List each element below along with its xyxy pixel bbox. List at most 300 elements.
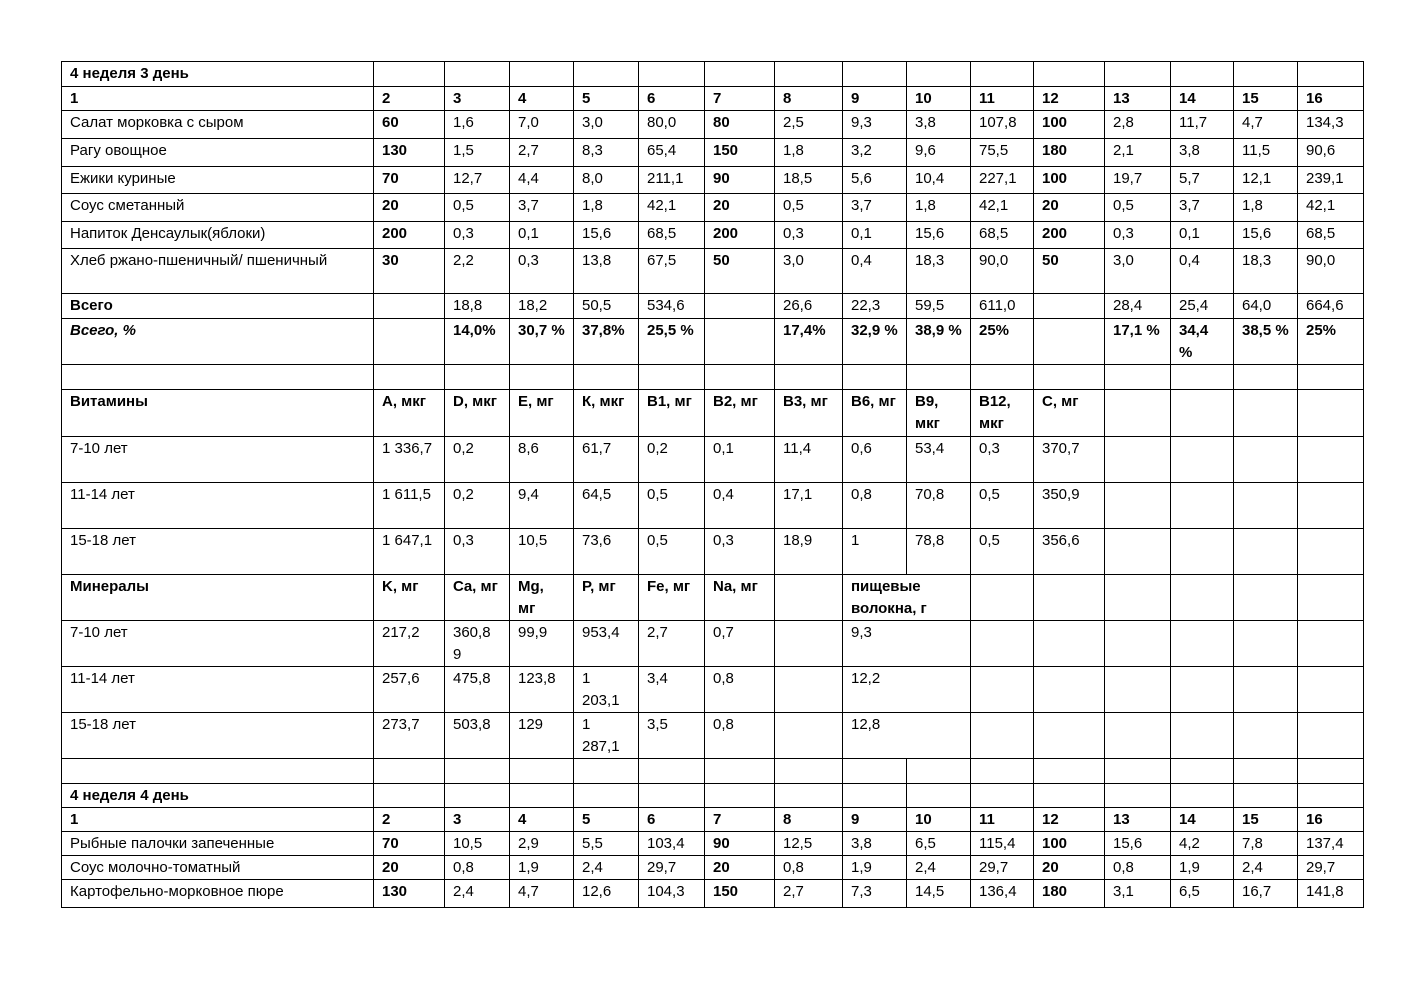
table-cell: 14,0%: [445, 319, 510, 365]
table-cell: Na, мг: [705, 575, 775, 621]
empty-cell: [1234, 621, 1298, 667]
empty-cell: [775, 667, 843, 713]
table-cell: 25%: [971, 319, 1034, 365]
table-cell: [1171, 390, 1234, 437]
table-cell: 0,8: [843, 483, 907, 529]
table-cell: 60: [374, 111, 445, 139]
table-cell: 17,1: [775, 483, 843, 529]
empty-cell: [1234, 713, 1298, 759]
row-label: Ежики куриные: [62, 167, 374, 194]
table-cell: [1298, 437, 1364, 483]
table-cell: 6: [639, 808, 705, 832]
table-cell: 11,7: [1171, 111, 1234, 139]
empty-cell: [1034, 667, 1105, 713]
section-title-row: [62, 784, 1364, 808]
table-cell: В6, мг: [843, 390, 907, 437]
table-cell: 9: [843, 808, 907, 832]
mineral-row: [62, 667, 1364, 713]
vitamins-header-row: [62, 390, 1364, 437]
table-cell: 9: [843, 87, 907, 111]
table-cell: 4: [510, 87, 574, 111]
table-cell: 13,8: [574, 249, 639, 294]
table-cell: 130: [374, 139, 445, 167]
table-cell: 2,9: [510, 832, 574, 856]
empty-cell: [775, 365, 843, 390]
table-cell: 70: [374, 832, 445, 856]
table-cell: 5: [574, 87, 639, 111]
table-cell: 2,8: [1105, 111, 1171, 139]
table-cell: В3, мг: [775, 390, 843, 437]
row-label: 7-10 лет: [62, 621, 374, 667]
vitamin-row: [62, 529, 1364, 575]
table-cell: 2,4: [907, 856, 971, 880]
row-label: Рагу овощное: [62, 139, 374, 167]
table-cell: 360,8 9: [445, 621, 510, 667]
table-cell: 1,8: [907, 194, 971, 222]
empty-cell: [843, 365, 907, 390]
table-cell: [1234, 390, 1298, 437]
empty-cell: [374, 784, 445, 808]
row-label: 7-10 лет: [62, 437, 374, 483]
table-cell: 0,5: [639, 529, 705, 575]
table-cell: 1 647,1: [374, 529, 445, 575]
table-cell: 4,2: [1171, 832, 1234, 856]
table-cell: 13: [1105, 808, 1171, 832]
table-cell: 16,7: [1234, 880, 1298, 908]
table-cell: 50,5: [574, 294, 639, 319]
table-cell: 29,7: [639, 856, 705, 880]
dish-row: [62, 249, 1364, 294]
table-cell: 3,8: [907, 111, 971, 139]
table-cell: [1105, 529, 1171, 575]
table-cell: 12,7: [445, 167, 510, 194]
dish-row: [62, 111, 1364, 139]
empty-cell: [1171, 365, 1234, 390]
table-cell: 4: [510, 808, 574, 832]
empty-cell: [775, 784, 843, 808]
table-cell: 0,5: [971, 483, 1034, 529]
table-cell: 7,3: [843, 880, 907, 908]
table-cell: 3,0: [1105, 249, 1171, 294]
empty-cell: [705, 784, 775, 808]
table-cell: 5,6: [843, 167, 907, 194]
table-cell: 0,7: [705, 621, 775, 667]
empty-cell: [574, 784, 639, 808]
table-cell: 9,4: [510, 483, 574, 529]
table-cell: [705, 294, 775, 319]
table-cell: 0,5: [1105, 194, 1171, 222]
empty-cell: [574, 62, 639, 87]
empty-cell: [1234, 62, 1298, 87]
table-cell: 18,8: [445, 294, 510, 319]
empty-cell: [1105, 62, 1171, 87]
table-cell: 20: [705, 856, 775, 880]
table-cell: 11: [971, 808, 1034, 832]
empty-cell: [574, 365, 639, 390]
empty-cell: [843, 759, 907, 784]
table-cell: 15: [1234, 808, 1298, 832]
table-cell: 50: [1034, 249, 1105, 294]
table-cell: 1 336,7: [374, 437, 445, 483]
section-title: 4 неделя 3 день: [62, 62, 374, 87]
row-label: 11-14 лет: [62, 667, 374, 713]
empty-cell: [1171, 621, 1234, 667]
table-cell: Fe, мг: [639, 575, 705, 621]
table-cell: 15,6: [574, 222, 639, 249]
table-cell: 12: [1034, 87, 1105, 111]
table-cell: 1,8: [775, 139, 843, 167]
table-cell: 2,4: [445, 880, 510, 908]
table-cell: 0,8: [445, 856, 510, 880]
table-cell: 18,5: [775, 167, 843, 194]
empty-cell: [971, 575, 1034, 621]
empty-cell: [907, 62, 971, 87]
table-cell: 0,2: [639, 437, 705, 483]
table-cell: 1 287,1: [574, 713, 639, 759]
table-cell: 25,5 %: [639, 319, 705, 365]
empty-cell: [1234, 759, 1298, 784]
table-cell: 3,7: [843, 194, 907, 222]
row-label: Витамины: [62, 390, 374, 437]
empty-cell: [1298, 759, 1364, 784]
table-cell: [374, 294, 445, 319]
row-label: 15-18 лет: [62, 529, 374, 575]
table-cell: 8,0: [574, 167, 639, 194]
table-cell: 1,6: [445, 111, 510, 139]
table-cell: 0,8: [775, 856, 843, 880]
empty-cell: [1105, 759, 1171, 784]
table-cell: 100: [1034, 111, 1105, 139]
dish-row: [62, 167, 1364, 194]
empty-cell: [574, 759, 639, 784]
table-cell: 0,5: [971, 529, 1034, 575]
table-cell: 356,6: [1034, 529, 1105, 575]
empty-cell: [62, 759, 374, 784]
table-cell: 150: [705, 139, 775, 167]
table-cell: 42,1: [1298, 194, 1364, 222]
table-cell: 273,7: [374, 713, 445, 759]
table-cell: 14: [1171, 87, 1234, 111]
empty-cell: [445, 365, 510, 390]
table-cell: 6,5: [907, 832, 971, 856]
table-cell: 0,4: [705, 483, 775, 529]
table-cell: 18,9: [775, 529, 843, 575]
empty-cell: [1034, 365, 1105, 390]
table-cell: 30,7 %: [510, 319, 574, 365]
table-cell: 12,6: [574, 880, 639, 908]
empty-cell: [1034, 784, 1105, 808]
table-cell: 1,9: [843, 856, 907, 880]
table-cell: 90,0: [1298, 249, 1364, 294]
table-cell: 2,2: [445, 249, 510, 294]
dish-row: [62, 856, 1364, 880]
table-cell: 1,8: [574, 194, 639, 222]
table-cell: 11: [971, 87, 1034, 111]
empty-cell: [445, 62, 510, 87]
table-cell: 10,5: [510, 529, 574, 575]
table-cell: 0,5: [639, 483, 705, 529]
empty-cell: [1298, 784, 1364, 808]
table-body: [62, 62, 1364, 908]
table-cell: 350,9: [1034, 483, 1105, 529]
empty-cell: [775, 759, 843, 784]
table-cell: 3,5: [639, 713, 705, 759]
table-cell: D, мкг: [445, 390, 510, 437]
table-cell: 0,1: [705, 437, 775, 483]
dish-row: [62, 880, 1364, 908]
table-cell: 0,1: [843, 222, 907, 249]
table-cell: 150: [705, 880, 775, 908]
table-cell: 137,4: [1298, 832, 1364, 856]
table-cell: 0,5: [445, 194, 510, 222]
empty-cell: [971, 62, 1034, 87]
empty-cell: [1105, 667, 1171, 713]
table-cell: [705, 319, 775, 365]
table-cell: 14,5: [907, 880, 971, 908]
table-cell: 11,4: [775, 437, 843, 483]
table-cell: 1 611,5: [374, 483, 445, 529]
empty-cell: [1034, 713, 1105, 759]
table-cell: 7,8: [1234, 832, 1298, 856]
empty-cell: [1298, 713, 1364, 759]
table-cell: 9,6: [907, 139, 971, 167]
empty-cell: [971, 621, 1034, 667]
table-cell: 3,2: [843, 139, 907, 167]
empty-cell: [1171, 575, 1234, 621]
empty-cell: [374, 365, 445, 390]
row-label: Напиток Денсаулык(яблоки): [62, 222, 374, 249]
table-cell: 129: [510, 713, 574, 759]
table-cell: 200: [374, 222, 445, 249]
empty-cell: [1105, 621, 1171, 667]
row-label: 1: [62, 808, 374, 832]
empty-cell: [445, 759, 510, 784]
table-cell: 227,1: [971, 167, 1034, 194]
table-cell: 99,9: [510, 621, 574, 667]
table-cell: 28,4: [1105, 294, 1171, 319]
table-cell: 3,7: [510, 194, 574, 222]
vitamin-row: [62, 483, 1364, 529]
section-title-row: [62, 62, 1364, 87]
table-cell: 73,6: [574, 529, 639, 575]
table-cell: 10,4: [907, 167, 971, 194]
table-cell: 30: [374, 249, 445, 294]
table-cell: 20: [374, 856, 445, 880]
table-cell: 70,8: [907, 483, 971, 529]
table-cell: 0,8: [705, 667, 775, 713]
table-cell: [1105, 483, 1171, 529]
empty-cell: [1234, 667, 1298, 713]
empty-cell: [639, 365, 705, 390]
table-cell: 16: [1298, 87, 1364, 111]
table-cell: [1298, 529, 1364, 575]
table-cell: 7,0: [510, 111, 574, 139]
table-cell: 953,4: [574, 621, 639, 667]
empty-cell: [639, 62, 705, 87]
table-cell: [374, 319, 445, 365]
table-cell: 2,4: [1234, 856, 1298, 880]
column-numbers-row: [62, 808, 1364, 832]
table-cell: 4,4: [510, 167, 574, 194]
empty-cell: [971, 759, 1034, 784]
table-cell: 100: [1034, 832, 1105, 856]
row-label: 15-18 лет: [62, 713, 374, 759]
table-cell: 29,7: [971, 856, 1034, 880]
table-cell: 123,8: [510, 667, 574, 713]
table-cell: 68,5: [639, 222, 705, 249]
table-cell: 0,6: [843, 437, 907, 483]
table-cell: 5,7: [1171, 167, 1234, 194]
table-cell: 107,8: [971, 111, 1034, 139]
table-cell: 50: [705, 249, 775, 294]
table-cell: 15,6: [907, 222, 971, 249]
table-cell: 8,6: [510, 437, 574, 483]
table-cell: 0,5: [775, 194, 843, 222]
row-label: Хлеб ржано-пшеничный/ пшеничный: [62, 249, 374, 294]
table-cell: 10: [907, 808, 971, 832]
dish-row: [62, 194, 1364, 222]
empty-cell: [971, 667, 1034, 713]
row-label: Минералы: [62, 575, 374, 621]
row-label: Соус молочно-томатный: [62, 856, 374, 880]
table-cell: 90: [705, 167, 775, 194]
table-cell: 0,1: [510, 222, 574, 249]
table-cell: 475,8: [445, 667, 510, 713]
table-cell: 80,0: [639, 111, 705, 139]
table-cell: 0,2: [445, 437, 510, 483]
table-cell: 3,7: [1171, 194, 1234, 222]
table-cell: 1,8: [1234, 194, 1298, 222]
empty-cell: [1034, 62, 1105, 87]
empty-cell: [510, 62, 574, 87]
table-cell: 104,3: [639, 880, 705, 908]
vitamin-row: [62, 437, 1364, 483]
table-cell: 8,3: [574, 139, 639, 167]
mineral-row: [62, 713, 1364, 759]
table-cell: 9,3: [843, 111, 907, 139]
nutrition-table: [61, 61, 1364, 908]
row-label: Рыбные палочки запеченные: [62, 832, 374, 856]
table-cell: 1,9: [1171, 856, 1234, 880]
table-cell: 257,6: [374, 667, 445, 713]
table-cell: 3: [445, 87, 510, 111]
total-row: [62, 294, 1364, 319]
table-cell: [1034, 294, 1105, 319]
table-cell: 5,5: [574, 832, 639, 856]
table-cell: В9, мкг: [907, 390, 971, 437]
table-cell: 16: [1298, 808, 1364, 832]
table-cell: 26,6: [775, 294, 843, 319]
table-cell: 10: [907, 87, 971, 111]
table-cell: [1234, 437, 1298, 483]
table-cell: 17,1 %: [1105, 319, 1171, 365]
table-cell: 15,6: [1105, 832, 1171, 856]
table-cell: 61,7: [574, 437, 639, 483]
empty-cell: [639, 759, 705, 784]
empty-cell: [510, 365, 574, 390]
table-cell: 211,1: [639, 167, 705, 194]
table-cell: 80: [705, 111, 775, 139]
empty-cell: [705, 62, 775, 87]
empty-cell: [907, 365, 971, 390]
table-cell: 100: [1034, 167, 1105, 194]
table-cell: 8: [775, 808, 843, 832]
table-cell: 3,1: [1105, 880, 1171, 908]
empty-cell: [1105, 713, 1171, 759]
table-cell: 18,3: [907, 249, 971, 294]
section-title: 4 неделя 4 день: [62, 784, 374, 808]
table-cell: 3,0: [574, 111, 639, 139]
table-cell: 8: [775, 87, 843, 111]
table-cell: 1 203,1: [574, 667, 639, 713]
table-cell: 2: [374, 87, 445, 111]
row-label: Салат морковка с сыром: [62, 111, 374, 139]
table-cell: 0,3: [445, 529, 510, 575]
table-cell: 3,8: [843, 832, 907, 856]
empty-cell: [1298, 621, 1364, 667]
empty-cell: [510, 759, 574, 784]
row-label: Картофельно-морковное пюре: [62, 880, 374, 908]
table-cell: 0,4: [1171, 249, 1234, 294]
table-cell: 15,6: [1234, 222, 1298, 249]
table-cell: [1234, 483, 1298, 529]
table-cell: 0,8: [705, 713, 775, 759]
table-cell: 2,4: [574, 856, 639, 880]
table-cell: 0,2: [445, 483, 510, 529]
spacer-row: [62, 365, 1364, 390]
table-cell: 34,4 %: [1171, 319, 1234, 365]
empty-cell: [1105, 784, 1171, 808]
table-cell: 65,4: [639, 139, 705, 167]
empty-cell: [775, 713, 843, 759]
table-cell: 18,2: [510, 294, 574, 319]
table-cell: 15: [1234, 87, 1298, 111]
table-cell: С, мг: [1034, 390, 1105, 437]
table-cell: 1,5: [445, 139, 510, 167]
table-cell: 14: [1171, 808, 1234, 832]
table-cell: [1105, 437, 1171, 483]
table-cell: 20: [705, 194, 775, 222]
empty-cell: [971, 365, 1034, 390]
table-cell: [1171, 529, 1234, 575]
empty-cell: [62, 365, 374, 390]
table-cell: 0,3: [1105, 222, 1171, 249]
table-cell: 9,3: [843, 621, 971, 667]
table-cell: 70: [374, 167, 445, 194]
table-cell: [1105, 390, 1171, 437]
empty-cell: [1105, 575, 1171, 621]
table-cell: 20: [1034, 856, 1105, 880]
empty-cell: [1298, 575, 1364, 621]
empty-cell: [907, 784, 971, 808]
table-cell: 12,8: [843, 713, 971, 759]
table-cell: 534,6: [639, 294, 705, 319]
table-cell: 7: [705, 87, 775, 111]
table-cell: 7: [705, 808, 775, 832]
table-cell: 134,3: [1298, 111, 1364, 139]
table-cell: 2,7: [510, 139, 574, 167]
fiber-header: пищевые волокна, г: [843, 575, 971, 621]
table-cell: P, мг: [574, 575, 639, 621]
table-cell: 664,6: [1298, 294, 1364, 319]
table-cell: Ca, мг: [445, 575, 510, 621]
table-cell: 0,3: [510, 249, 574, 294]
table-cell: 1,9: [510, 856, 574, 880]
empty-cell: [843, 62, 907, 87]
table-cell: В12, мкг: [971, 390, 1034, 437]
table-cell: 3,0: [775, 249, 843, 294]
table-cell: 12,2: [843, 667, 971, 713]
